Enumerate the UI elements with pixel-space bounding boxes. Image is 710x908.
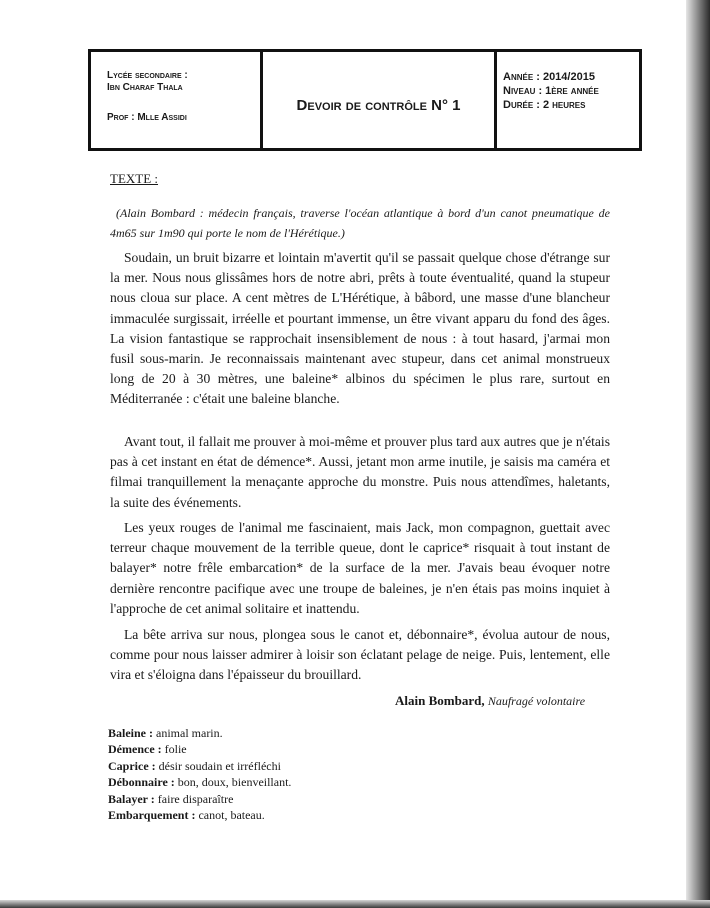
glossary-definition: bon, doux, bienveillant.: [174, 775, 292, 790]
teacher-name: Prof : Mlle Assidi: [107, 112, 187, 123]
glossary-item: [108, 791, 291, 807]
glossary-term: Embarquement :: [108, 808, 196, 823]
glossary-item: [108, 758, 291, 774]
paragraph-3: Les yeux rouges de l'animal me fascinaient, mais Jack, mon compagnon, guettait avec terreur chaque mouvement de la terrible queue, dont le caprice* risquait à tout instant de balayer* notre frêle embarcation* de la surface de la mer. J'avais beau évoquer notre dernière rencontre pacifique avec une troupe de baleines, je n'en étais pas moins inquiet à l'approche de cet animal solitaire et inattendu.: [110, 520, 610, 616]
section-label: TEXTE :: [110, 171, 159, 186]
photo-edge-shadow: [686, 0, 710, 908]
paragraph-2: Avant tout, il fallait me prouver à moi-même et prouver plus tard aux autres que je n'étais pas à cet instant en état de démence*. Aussi, jetant mon arme inutile, je saisis ma caméra et filmai tranquillement la menaçante approche du monstre. Puis nous attendîmes, haletants, la suite des événements.: [110, 434, 610, 510]
photo-bottom-shadow: [0, 900, 710, 908]
glossary-term: Balayer :: [108, 791, 155, 806]
glossary-definition: canot, bateau.: [195, 808, 265, 823]
glossary-term: Caprice :: [108, 758, 156, 773]
paragraph-1: Soudain, un bruit bizarre et lointain m'avertit qu'il se passait quelque chose d'étrange sur la mer. Nous nous glissâmes hors de notre abri, prêts à toute éventualité, quand la stupeur nous cloua sur place. A cent mètres de L'Hérétique, à bâbord, une masse d'une blancheur immaculée surgissait, irréelle et pourtant immense, un être vivant apparu du fond des âges. La vision fantastique se rapprochait insensiblement de nous : à tout hasard, j'armai mon fusil sous-marin. Je reconnaissais maintenant avec stupeur, dans cet animal monstrueux long de 20 à 30 mètres, une baleine* albinos du spécimen le plus rare, surtout en Méditerranée : c'était une baleine blanche.: [110, 250, 610, 407]
exam-header-table: [88, 49, 642, 151]
info-cell: [497, 52, 639, 148]
glossary-term: Débonnaire :: [108, 775, 175, 790]
glossary-definition: désir soudain et irréfléchi: [155, 758, 281, 773]
school-year: Année : 2014/2015: [503, 71, 595, 83]
title-cell: [263, 52, 497, 148]
glossary-definition: faire disparaître: [154, 791, 234, 806]
glossary: [108, 725, 291, 823]
glossary-item: [108, 807, 291, 823]
glossary-definition: folie: [161, 742, 187, 757]
intro-note: (Alain Bombard : médecin français, traverse l'océan atlantique à bord d'un canot pneumatique de 4m65 sur 1m90 qui porte le nom de l'Hérétique.): [110, 206, 610, 240]
school-label: Lycée secondaire :: [107, 70, 188, 81]
school-cell: [91, 52, 263, 148]
glossary-item: [108, 741, 291, 757]
school-name: Ibn Charaf Thala: [107, 82, 183, 93]
glossary-item: [108, 774, 291, 790]
exam-duration: Durée : 2 heures: [503, 99, 586, 111]
glossary-item: [108, 725, 291, 741]
glossary-term: Baleine :: [108, 726, 153, 740]
glossary-term: Démence :: [108, 742, 162, 757]
exam-title: Devoir de contrôle N° 1: [296, 96, 461, 114]
source-signature: [395, 693, 585, 709]
author-name: Alain Bombard,: [395, 693, 485, 708]
class-level: Niveau : 1ère année: [503, 85, 599, 97]
glossary-definition: animal marin.: [153, 726, 223, 740]
book-title: Naufragé volontaire: [487, 694, 586, 708]
paragraph-4: La bête arriva sur nous, plongea sous le canot et, débonnaire*, évolua autour de nous, comme pour nous laisser admirer à loisir son éclatant pelage de neige. Puis, lentement, elle vira et s'éloigna dans l'épaisseur du brouillard.: [110, 627, 610, 683]
